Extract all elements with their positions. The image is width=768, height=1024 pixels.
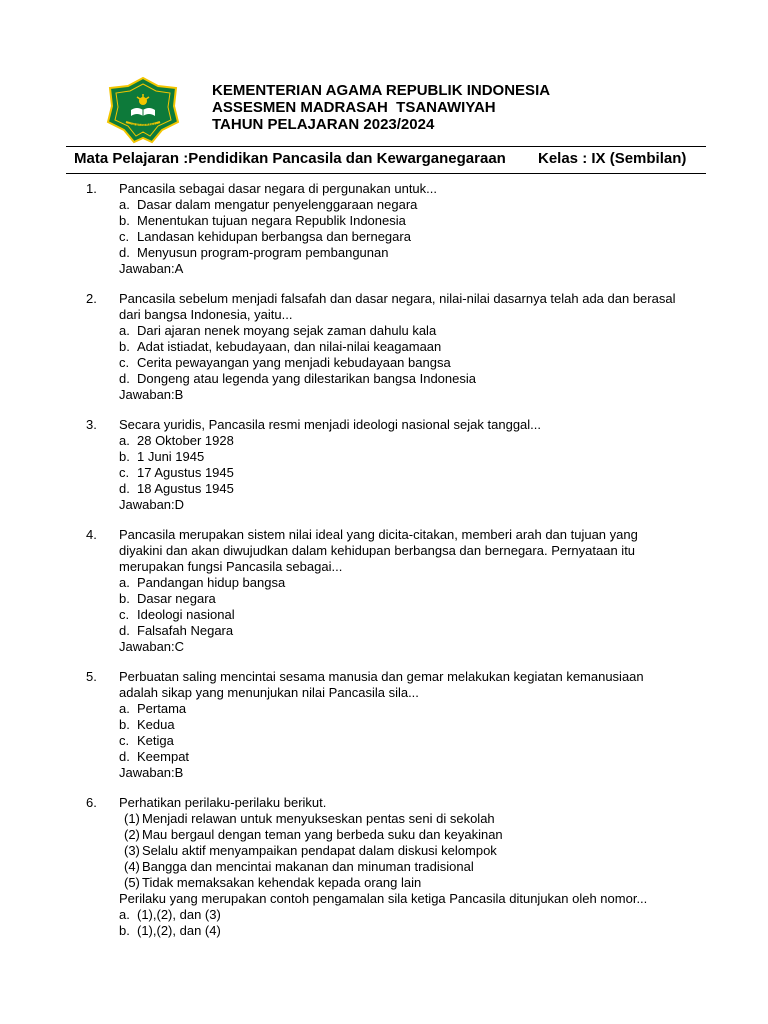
answer-option bbox=[119, 907, 679, 923]
statement-item bbox=[119, 811, 679, 827]
statement-text: Bangga dan mencintai makanan dan minuman tradisional bbox=[142, 859, 474, 874]
statement-text: Tidak memaksakan kehendak kepada orang lain bbox=[142, 875, 422, 890]
answer-key: Jawaban:D bbox=[119, 497, 185, 512]
assessment-title: ASSESMEN MADRASAH TSANAWIYAH bbox=[212, 99, 496, 116]
option-text: Adat istiadat, kebudayaan, dan nilai-nilai keagamaan bbox=[137, 339, 442, 354]
answer-option bbox=[119, 449, 679, 465]
option-letter: c. bbox=[119, 733, 130, 748]
question-number: 4. bbox=[86, 527, 97, 542]
statement-number: (1) bbox=[124, 811, 140, 826]
option-letter: c. bbox=[119, 607, 130, 622]
statement-item bbox=[119, 827, 679, 843]
option-letter: d. bbox=[119, 371, 130, 386]
answer-option bbox=[119, 355, 679, 371]
option-text: Kedua bbox=[137, 717, 175, 732]
ministry-title: KEMENTERIAN AGAMA REPUBLIK INDONESIA bbox=[212, 82, 551, 99]
logo-motto: IKHLAS BERAMAL bbox=[128, 123, 158, 127]
question-number: 2. bbox=[86, 291, 97, 306]
question-text: Perhatikan perilaku-perilaku berikut. bbox=[119, 795, 327, 810]
question-item bbox=[0, 795, 679, 939]
answer-option bbox=[119, 749, 679, 765]
option-letter: a. bbox=[119, 197, 130, 212]
answer-option bbox=[119, 465, 679, 481]
answer-option bbox=[119, 197, 679, 213]
statement-item bbox=[119, 843, 679, 859]
answer-key: Jawaban:C bbox=[119, 639, 185, 654]
statement-text: Menjadi relawan untuk menyukseskan pentas seni di sekolah bbox=[142, 811, 495, 826]
option-letter: d. bbox=[119, 245, 130, 260]
option-letter: c. bbox=[119, 229, 130, 244]
option-letter: a. bbox=[119, 323, 130, 338]
question-prompt: Perilaku yang merupakan contoh pengamalan sila ketiga Pancasila ditunjukan oleh nomor... bbox=[119, 891, 648, 906]
option-text: Dongeng atau legenda yang dilestarikan bangsa Indonesia bbox=[137, 371, 476, 386]
answer-option bbox=[119, 339, 679, 355]
question-item bbox=[0, 417, 679, 513]
option-letter: a. bbox=[119, 907, 130, 922]
option-text: Ketiga bbox=[137, 733, 174, 748]
answer-option bbox=[119, 701, 679, 717]
option-text: Falsafah Negara bbox=[137, 623, 234, 638]
answer-option bbox=[119, 575, 679, 591]
statement-item bbox=[119, 875, 679, 891]
option-letter: d. bbox=[119, 481, 130, 496]
option-text: 18 Agustus 1945 bbox=[137, 481, 234, 496]
option-text: 28 Oktober 1928 bbox=[137, 433, 234, 448]
question-item bbox=[0, 291, 679, 403]
answer-option bbox=[119, 481, 679, 497]
statement-text: Selalu aktif menyampaikan pendapat dalam diskusi kelompok bbox=[142, 843, 497, 858]
answer-option bbox=[119, 623, 679, 639]
answer-option bbox=[119, 213, 679, 229]
option-text: Menyusun program-program pembangunan bbox=[137, 245, 389, 260]
option-letter: a. bbox=[119, 701, 130, 716]
class-label: Kelas : IX (Sembilan) bbox=[538, 150, 687, 167]
option-text: Dasar dalam mengatur penyelenggaraan negara bbox=[137, 197, 418, 212]
option-text: Pandangan hidup bangsa bbox=[137, 575, 286, 590]
question-item bbox=[0, 181, 679, 277]
option-letter: b. bbox=[119, 923, 130, 938]
kemenag-emblem-icon bbox=[106, 76, 180, 144]
subject-label: Mata Pelajaran :Pendidikan Pancasila dan Kewarganegaraan bbox=[74, 150, 506, 167]
statement-number: (4) bbox=[124, 859, 140, 874]
option-text: Cerita pewayangan yang menjadi kebudayaan bangsa bbox=[137, 355, 451, 370]
option-text: (1),(2), dan (4) bbox=[137, 923, 221, 938]
bottom-divider bbox=[66, 173, 706, 174]
option-letter: a. bbox=[119, 575, 130, 590]
answer-option bbox=[119, 245, 679, 261]
statement-number: (2) bbox=[124, 827, 140, 842]
option-text: Dasar negara bbox=[137, 591, 216, 606]
answer-option bbox=[119, 323, 679, 339]
option-text: 17 Agustus 1945 bbox=[137, 465, 234, 480]
option-letter: c. bbox=[119, 465, 130, 480]
question-list bbox=[0, 181, 768, 953]
option-text: (1),(2), dan (3) bbox=[137, 907, 221, 922]
answer-option bbox=[119, 433, 679, 449]
option-letter: b. bbox=[119, 717, 130, 732]
question-number: 5. bbox=[86, 669, 97, 684]
question-number: 3. bbox=[86, 417, 97, 432]
option-letter: c. bbox=[119, 355, 130, 370]
answer-option bbox=[119, 733, 679, 749]
answer-option bbox=[119, 717, 679, 733]
question-text: Secara yuridis, Pancasila resmi menjadi ideologi nasional sejak tanggal... bbox=[119, 417, 542, 432]
question-text: Pancasila sebagai dasar negara di pergunakan untuk... bbox=[119, 181, 437, 196]
school-year: TAHUN PELAJARAN 2023/2024 bbox=[212, 116, 435, 133]
option-text: Ideologi nasional bbox=[137, 607, 235, 622]
option-letter: b. bbox=[119, 339, 130, 354]
answer-key: Jawaban:B bbox=[119, 765, 184, 780]
statement-number: (3) bbox=[124, 843, 140, 858]
question-number: 1. bbox=[86, 181, 97, 196]
statement-item bbox=[119, 859, 679, 875]
option-text: Keempat bbox=[137, 749, 190, 764]
option-letter: d. bbox=[119, 749, 130, 764]
option-letter: d. bbox=[119, 623, 130, 638]
question-text: Perbuatan saling mencintai sesama manusia dan gemar melakukan kegiatan kemanusiaan adalah sikap yang menunjukan nilai Pancasila sila... bbox=[119, 669, 644, 700]
option-text: Menentukan tujuan negara Republik Indonesia bbox=[137, 213, 406, 228]
top-divider bbox=[66, 146, 706, 147]
option-letter: a. bbox=[119, 433, 130, 448]
answer-option bbox=[119, 923, 679, 939]
statement-number: (5) bbox=[124, 875, 140, 890]
option-letter: b. bbox=[119, 449, 130, 464]
option-text: Dari ajaran nenek moyang sejak zaman dahulu kala bbox=[137, 323, 437, 338]
question-text: Pancasila sebelum menjadi falsafah dan dasar negara, nilai-nilai dasarnya telah ada dan berasal dari bangsa Indonesia, yaitu... bbox=[119, 291, 676, 322]
answer-option bbox=[119, 591, 679, 607]
answer-key: Jawaban:A bbox=[119, 261, 184, 276]
question-text: Pancasila merupakan sistem nilai ideal yang dicita-citakan, memberi arah dan tujuan yang diyakini dan akan diwujudkan dalam kehidupan berbangsa dan bernegara. Pernyataan itu merupakan fungsi Pancasila sebagai... bbox=[119, 527, 638, 574]
answer-option bbox=[119, 607, 679, 623]
option-text: Landasan kehidupan berbangsa dan bernegara bbox=[137, 229, 411, 244]
question-item bbox=[0, 527, 679, 655]
answer-option bbox=[119, 229, 679, 245]
answer-key: Jawaban:B bbox=[119, 387, 184, 402]
statement-text: Mau bergaul dengan teman yang berbeda suku dan keyakinan bbox=[142, 827, 503, 842]
option-text: Pertama bbox=[137, 701, 187, 716]
question-item bbox=[0, 669, 679, 781]
option-text: 1 Juni 1945 bbox=[137, 449, 205, 464]
question-number: 6. bbox=[86, 795, 97, 810]
document-header bbox=[212, 82, 550, 133]
option-letter: b. bbox=[119, 591, 130, 606]
option-letter: b. bbox=[119, 213, 130, 228]
answer-option bbox=[119, 371, 679, 387]
